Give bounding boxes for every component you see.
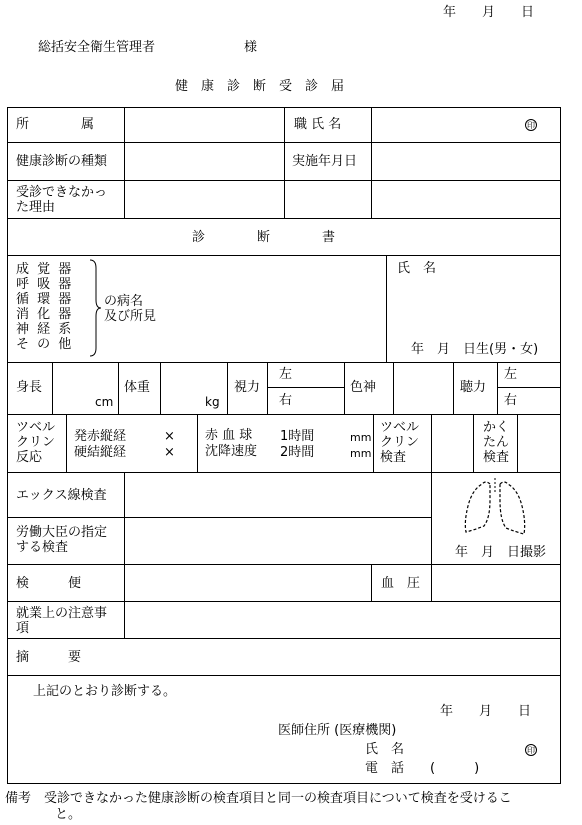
times-sign: × xyxy=(164,429,175,444)
induration-label: 硬結縦経 xyxy=(74,445,127,460)
esr-hour2: 2時間 xyxy=(280,445,315,460)
weight-unit: kg xyxy=(205,395,220,409)
reason-label: 受診できなかっ た理由 xyxy=(16,185,108,215)
footnote-cont: と。 xyxy=(55,807,82,822)
hearing-label: 聴力 xyxy=(460,380,487,395)
esr-label: 赤 血 球 沈降速度 xyxy=(205,428,258,459)
vision-label: 視力 xyxy=(234,380,261,395)
disease-label: の病名 及び所見 xyxy=(104,294,157,324)
vision-left: 左 xyxy=(279,367,293,382)
affiliation-label: 所 属 xyxy=(16,117,95,132)
mm-unit: mm xyxy=(350,431,372,444)
height-label: 身長 xyxy=(16,380,43,395)
sputum-label: かく たん 検査 xyxy=(483,420,510,465)
exam-date-label: 実施年月日 xyxy=(292,154,358,169)
vision-right: 右 xyxy=(279,393,293,408)
photo-date: 年 月 日撮影 xyxy=(455,545,547,560)
stool-label: 検 便 xyxy=(16,576,82,591)
height-unit: cm xyxy=(95,395,114,409)
times-sign: × xyxy=(164,445,175,460)
seal-icon: 印 xyxy=(527,746,535,755)
tuberculin-exam-label: ツベル クリン 検査 xyxy=(380,420,420,465)
lungs-icon xyxy=(460,478,530,540)
doctor-name-label: 氏 名 xyxy=(365,742,405,757)
footer-date: 年 月 日 xyxy=(440,704,532,719)
work-notes-label: 就業上の注意事 項 xyxy=(16,606,108,636)
statement: 上記のとおり診断する。 xyxy=(33,684,177,699)
organ-list: 成 覚 器 呼 吸 器 循 環 器 消 化 器 神 経 系 そ の 他 xyxy=(16,262,74,352)
exam-type-label: 健康診断の種類 xyxy=(16,154,108,169)
color-vision-label: 色神 xyxy=(350,380,377,395)
esr-hour1: 1時間 xyxy=(280,429,315,444)
weight-label: 体重 xyxy=(124,380,151,395)
minister-exam-label: 労働大臣の指定 する検査 xyxy=(16,525,108,555)
xray-label: エックス線検査 xyxy=(16,488,107,503)
page-title: 健 康 診 断 受 診 届 xyxy=(175,79,345,94)
summary-label: 摘 要 xyxy=(16,650,82,665)
bp-label: 血 圧 xyxy=(381,576,421,591)
redness-label: 発赤縦経 xyxy=(74,429,127,444)
header-date: 年 月 日 xyxy=(443,5,535,20)
hearing-right: 右 xyxy=(504,393,518,408)
diagnosis-heading: 診 断 書 xyxy=(192,230,336,245)
tuberculin-label: ツベル クリン 反応 xyxy=(16,420,56,465)
hearing-left: 左 xyxy=(504,367,518,382)
doctor-phone-label: 電 話 ( ) xyxy=(365,761,480,776)
mm-unit: mm xyxy=(350,447,372,460)
footnote: 備考 受診できなかった健康診断の検査項目と同一の検査項目について検査を受けるこ xyxy=(5,791,512,806)
birth-label: 年 月 日生(男・女) xyxy=(411,342,539,357)
honorific: 様 xyxy=(244,40,258,55)
doctor-address-label: 医師住所 (医療機関) xyxy=(278,723,397,738)
name-label: 職 氏 名 xyxy=(294,117,342,132)
addressee: 総括安全衛生管理者 xyxy=(38,40,156,55)
patient-name-label: 氏 名 xyxy=(397,261,437,276)
brace-icon xyxy=(88,258,102,358)
seal-icon: 印 xyxy=(527,121,535,130)
